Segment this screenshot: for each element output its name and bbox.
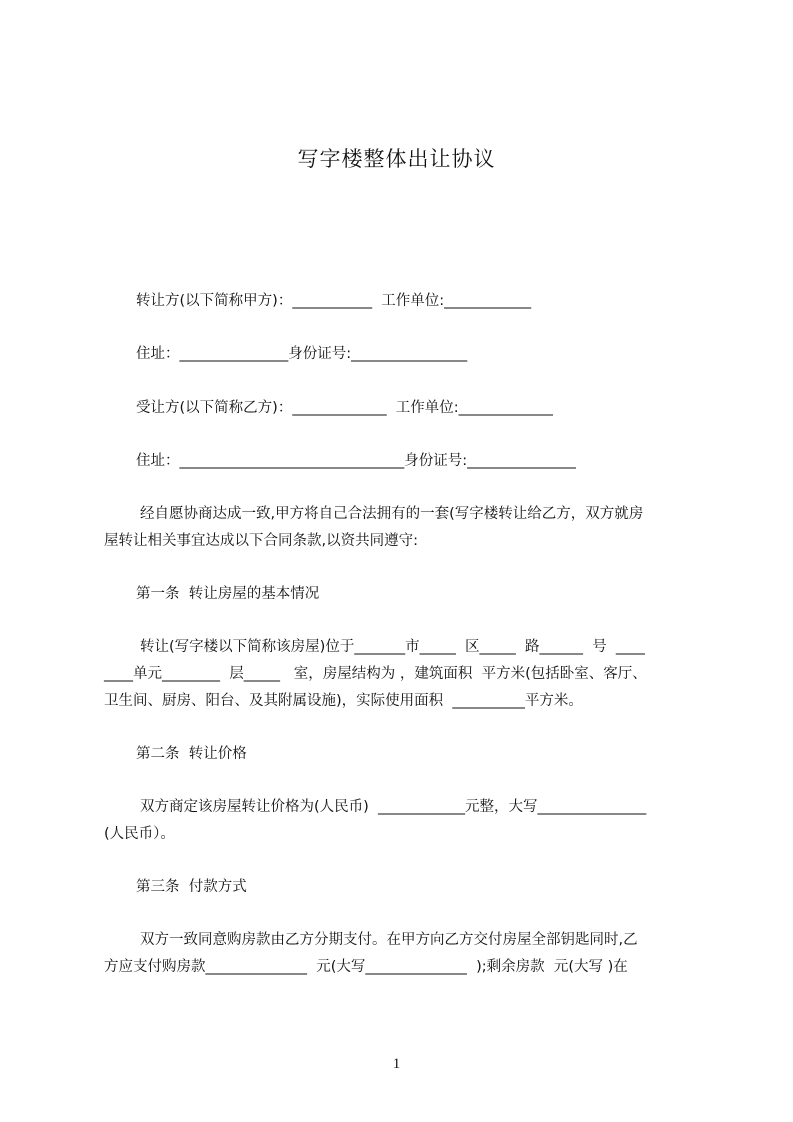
article-1-line-3: 卫生间、厨房、阳台、及其附属设施)，实际使用面积 __________平方米。	[104, 693, 583, 709]
party-b-address-line: 住址：_______________________________身份证号:_______________	[136, 453, 576, 469]
party-a-address-line: 住址：_______________身份证号:________________	[136, 346, 468, 362]
party-b-line: 受让方(以下简称乙方)：_____________ 工作单位:_____________	[136, 400, 553, 416]
article-2-line-1: 双方商定该房屋转让价格为(人民币) ____________元整，大写_______________	[140, 799, 647, 815]
intro-paragraph-line-2: 屋转让相关事宜达成以下合同条款,以资共同遵守:	[104, 533, 418, 549]
article-2-line-2: (人民币）。	[104, 826, 175, 842]
article-2-heading: 第二条 转让价格	[136, 746, 247, 762]
article-1-line-2: ____单元________ 层_____ 室，房屋结构为 ，建筑面积 平方米(包括卧室、客厅、	[104, 666, 647, 682]
article-3-line-2: 方应支付购房款______________ 元(大写______________ );剩余房款 元(大写 )在	[104, 959, 628, 975]
article-1-heading: 第一条 转让房屋的基本情况	[136, 586, 320, 602]
article-3-heading: 第三条 付款方式	[136, 879, 247, 895]
page-number: 1	[392, 1056, 401, 1072]
article-1-line-1: 转让(写字楼以下简称该房屋)位于_______市_____ 区_____ 路______ 号 ____	[140, 639, 645, 655]
document-title: 写字楼整体出让协议	[297, 147, 496, 171]
article-3-line-1: 双方一致同意购房款由乙方分期支付。在甲方向乙方交付房屋全部钥匙同时,乙	[140, 932, 638, 948]
party-a-line: 转让方(以下简称甲方)：___________ 工作单位:____________	[136, 293, 532, 309]
intro-paragraph-line-1: 经自愿协商达成一致,甲方将自己合法拥有的一套(写字楼转让给乙方，双方就房	[140, 506, 644, 522]
